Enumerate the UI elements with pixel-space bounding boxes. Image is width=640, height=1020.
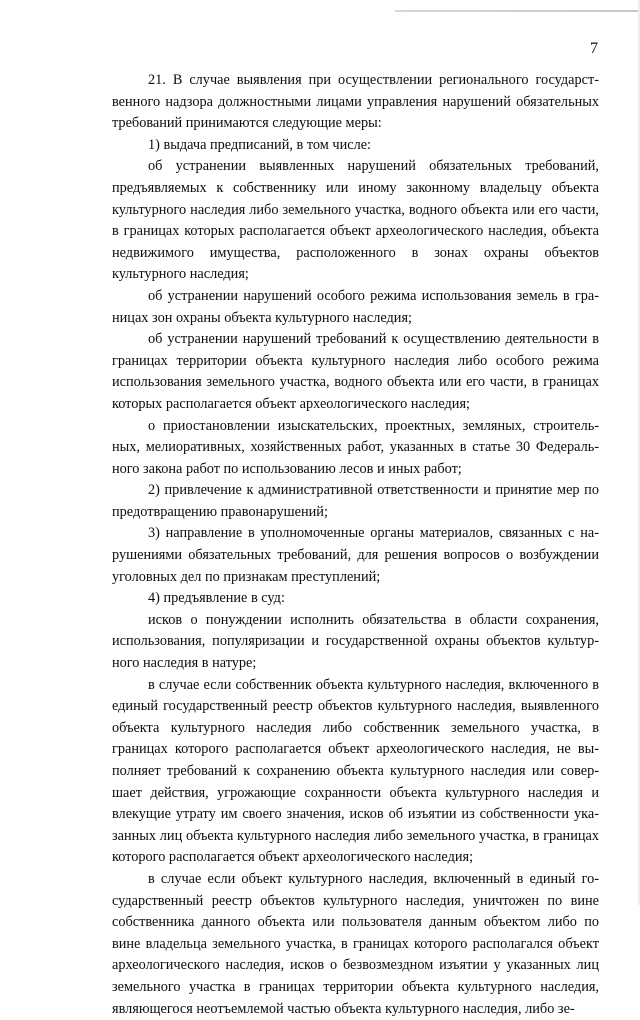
paragraph-item-1-d: о приостановлении изыскательских, проектных, земляных, строительных, мелиоративных, хозяйственных работ, указанных в статье 30 Федерального закона работ по использованию лесов и иных работ;: [112, 417, 599, 477]
document-body: [112, 70, 599, 1020]
scan-edge-line: [395, 10, 640, 12]
paragraph-item-3: 3) направление в уполномоченные органы материалов, связанных с нарушениями обязательных требований, для решения вопросов о возбуждении уголовных дел по признакам преступлений;: [112, 525, 599, 585]
paragraph-item-4: 4) предъявление в суд:: [148, 590, 285, 607]
paragraph-item-4-a: исков о понуждении исполнить обязательства в области сохранения, использования, популяризации и государственной охраны объектов культурного наследия в натуре;: [112, 611, 599, 672]
paragraph-item-4-c: в случае если объект культурного наследия, включенный в единый государственный реестр объектов культурного наследия, уничтожен по вине собственника данного объекта или пользователя данным объектом либо по вине владельца земельного участка, в границах которого располагался объект археологического наследия, исков о безвозмездном изъятии у указанных лиц земельного участка в границах территории объекта культурного наследия, являющегося неотъемлемой частью объекта культурного наследия, либо зе-: [112, 870, 599, 1017]
paragraph-21-intro: 21. В случае выявления при осуществлении регионального государственного надзора должностными лицами управления нарушений обязательных требований принимаются следующие меры:: [112, 72, 599, 132]
paragraph-item-1: 1) выдача предписаний, в том числе:: [148, 136, 372, 153]
page-number: 7: [590, 40, 598, 57]
paragraph-item-1-c: об устранении нарушений требований к осуществлению деятельности в границах территории объекта культурного наследия либо особого режима использования земельного участка, водного объекта или его части, в границах которых располагается объект археологического наследия;: [112, 331, 599, 412]
paragraph-item-1-b: об устранении нарушений особого режима использования земель в границах зон охраны объекта культурного наследия;: [112, 287, 599, 326]
paragraph-item-2: 2) привлечение к административной ответственности и принятие мер по предотвращению правонарушений;: [112, 482, 599, 520]
paragraph-item-4-b: в случае если собственник объекта культурного наследия, включенного в единый государственный реестр объектов культурного наследия, выявленного объекта культурного наследия либо собственник земельного участка, в границах которого располагается объект археологического наследия, не выполняет требований к сохранению объекта культурного наследия или совершает действия, угрожающие сохранности объекта культурного наследия и влекущие утрату им своего значения, исков об изъятии из собственности указанных лиц объекта культурного наследия либо земельного участка, в границах которого располагается объект археологического наследия;: [112, 676, 599, 866]
paragraph-item-1-a: об устранении выявленных нарушений обязательных требований, предъявляемых к собственнику или иному законному владельцу объекта культурного наследия либо земельного участка, водного объекта или его части, в границах которых располагается объект археологического наследия, объекта недвижимого имущества, расположенного в зонах охраны объектов культурного наследия;: [112, 158, 599, 283]
